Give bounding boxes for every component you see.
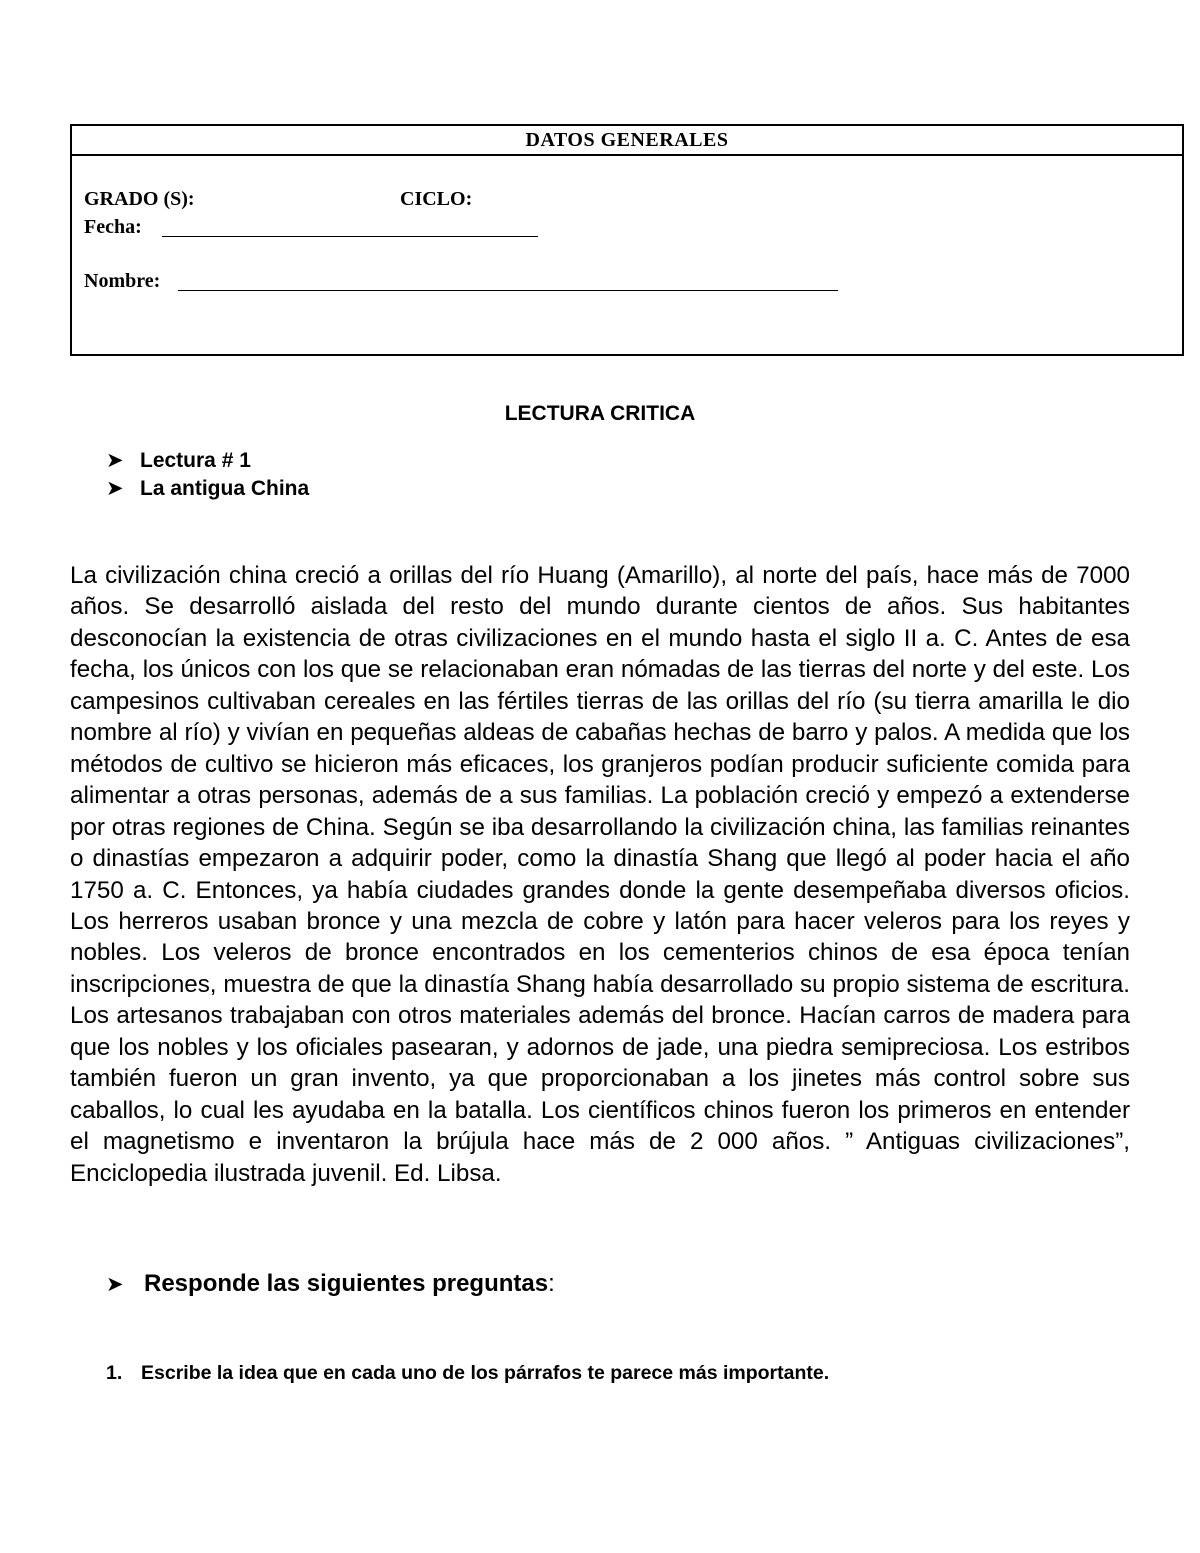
general-data-title: DATOS GENERALES <box>72 126 1182 156</box>
fecha-label: Fecha: <box>84 216 142 238</box>
grado-label: GRADO (S): <box>84 188 195 210</box>
general-data-box <box>70 124 1184 356</box>
arrow-bullet-icon: ➤ <box>106 1273 124 1296</box>
question-number: 1. <box>106 1362 123 1384</box>
bullet-text: Lectura # 1 <box>140 449 251 472</box>
reading-paragraph: La civilización china creció a orillas del río Huang (Amarillo), al norte del país, hace más de 7000 años. Se desarrolló aislada del resto del mundo durante cientos de años. Sus habitantes desconocían la existencia de otras civilizaciones en el mundo hasta el siglo II a. C. Antes de esa fecha, los únicos con los que se relacionaban eran nómadas de las tierras del norte y del este. Los campesinos cultivaban cereales en las fértiles tierras de las orillas del río (su tierra amarilla le dio nombre al río) y vivían en pequeñas aldeas de cabañas hechas de barro y palos. A medida que los métodos de cultivo se hicieron más eficaces, los granjeros podían producir suficiente comida para alimentar a otras personas, además de a sus familias. La población creció y empezó a extenderse por otras regiones de China. Según se iba desarrollando la civilización china, las familias reinantes o dinastías empezaron a adquirir poder, como la dinastía Shang que llegó al poder hacia el año 1750 a. C. Entonces, ya había ciudades grandes donde la gente desempeñaba diversos oficios. Los herreros usaban bronce y una mezcla de cobre y latón para hacer veleros para los reyes y nobles. Los veleros de bronce encontrados en los cementerios chinos de esa época tenían inscripciones, muestra de que la dinastía Shang había desarrollado su propio sistema de escritura. Los artesanos trabajaban con otros materiales además del bronce. Hacían carros de madera para que los nobles y los oficiales pasearan, y adornos de jade, una piedra semipreciosa. Los estribos también fueron un gran invento, ya que proporcionaban a los jinetes más control sobre sus caballos, lo cual les ayudaba en la batalla. Los científicos chinos fueron los primeros en entender el magnetismo e inventaron la brújula hace más de 2 000 años. ” Antiguas civilizaciones”, Enciclopedia ilustrada juvenil. Ed. Libsa. <box>70 562 1130 1187</box>
reading-title: LECTURA CRITICA <box>504 402 696 425</box>
nombre-label: Nombre: <box>84 270 161 292</box>
bullet-item <box>106 448 251 473</box>
nombre-field[interactable] <box>178 290 838 291</box>
question-text: Escribe la idea que en cada uno de los párrafos te parece más importante. <box>141 1362 830 1384</box>
ciclo-label: CICLO: <box>400 188 473 210</box>
bullet-item <box>106 476 309 501</box>
fecha-field[interactable] <box>162 236 538 237</box>
questions-heading-text: Responde las siguientes preguntas <box>144 1270 549 1297</box>
question-1 <box>106 1362 829 1385</box>
arrow-bullet-icon: ➤ <box>106 449 124 472</box>
questions-heading <box>106 1270 555 1298</box>
questions-heading-colon: : <box>548 1270 555 1297</box>
arrow-bullet-icon: ➤ <box>106 477 124 500</box>
bullet-text: La antigua China <box>140 477 310 500</box>
